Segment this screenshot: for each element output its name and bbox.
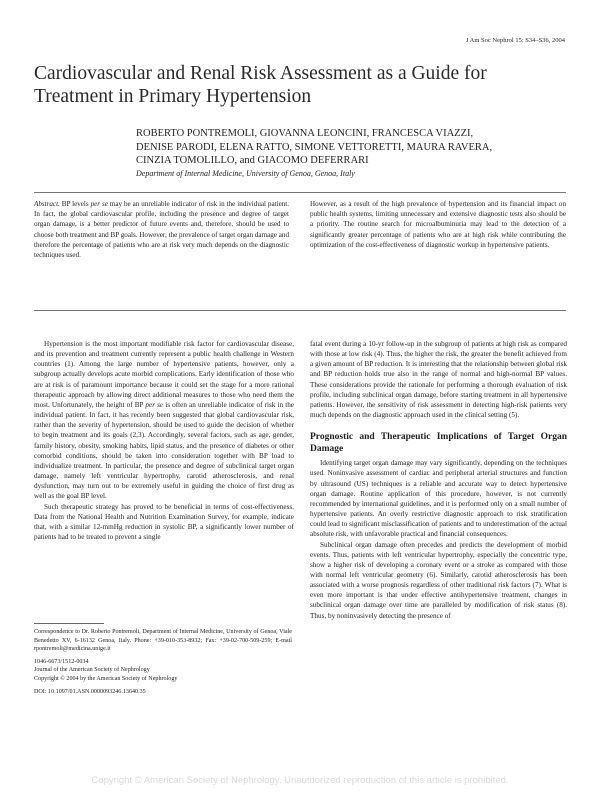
copyright-note: Copyright © 2004 by the American Society of Nephrology <box>34 675 178 682</box>
doi: DOI: 10.1097/01.ASN.0000093246.13640.35 <box>34 688 146 695</box>
footnote-rule <box>34 623 104 624</box>
body-right-column <box>310 339 567 621</box>
body-paragraph: fatal event during a 10-yr follow-up in the subgroup of patients at high risk as compared with those at low risk (4). Thus, the higher the risk, the greater the benefit achieved from a given amount of BP reduction. It is interesting that the relationship between global risk and BP reduction holds true also in the range of normal and high-normal BP values. These considerations provide the rationale for performing a thorough evaluation of risk profile, including subclinical organ damage, before starting treatment in all hypertensive patients. However, the sensitivity of risk assessment in detecting high-risk patients very much depends on the diagnostic approach used in the clinical setting (5). <box>310 340 567 420</box>
author-list <box>136 127 576 168</box>
divider-rule <box>34 310 566 311</box>
body-paragraph: Identifying target organ damage may vary significantly, depending on the techniques used. Noninvasive assessment of cardiac and peripheral arterial structures and function by ultrasound (US) techniques is a reliable and accurate way to detect hypertensive organ damage. Routine application of this procedure, however, is not currently recommended by international guidelines, and it is performed only on a small number of hypertensive patients. An overly restrictive diagnostic approach to risk stratification could lead to significant misclassification of patients and to underestimation of the actual absolute risk, with unfavorable practical and financial consequences. <box>310 459 567 539</box>
author-line: DENISE PARODI, ELENA RATTO, SIMONE VETTORETTI, MAURA RAVERA, <box>136 141 493 153</box>
author-line: ROBERTO PONTREMOLI, GIOVANNA LEONCINI, FRANCESCA VIAZZI, <box>136 128 474 139</box>
body-paragraph: Hypertension is the most important modifiable risk factor for cardiovascular disease, and its prevention and treatment currently represent a public health challenge in Western countries (1). Among the large number of hypertensive patients, however, only a subgroup actually develops acute morbid complications. Early identification of those who are at risk is of paramount importance because it could set the stage for a more rational therapeutic approach by allowing direct additional measures to those who need them the most. Unfortunately, the height of BP per se is often an unreliable indicator of risk in the individual patient. In fact, it has recently been suggested that global cardiovascular risk, rather than the severity of hypertension, should be used to guide the decision of whether to begin treatment and its goals (2,3). Accordingly, several factors, such as age, gender, family history, obesity, smoking habits, lipid status, and the presence of diabetes or other comorbid conditions, should be taken into consideration together with BP load to individualize treatment. In particular, the presence and degree of subclinical target organ damage, namely left ventricular hypertrophy, carotid atherosclerosis, and renal dysfunction, may turn out to be extremely useful in guiding the choice of first drug as well as the goal BP level. <box>34 340 294 501</box>
issn: 1046-6673/1512-0034 <box>34 658 89 665</box>
abstract-text: may be an unreliable indicator of risk in the individual patient. In fact, the global cardiovascular profile, including the presence and degree of target organ damage, is a better predictor of future events and, therefore, should be used to choose both treatment and BP goals. However, the prevalence of target organ damage and therefore the percentage of patients who are at risk very much depends on the diagnostic techniques used. <box>34 200 290 260</box>
journal-name: Journal of the American Society of Nephrology <box>34 667 150 674</box>
abstract-right-column <box>310 199 566 250</box>
footnotes <box>34 628 292 696</box>
body-paragraph: Such therapeutic strategy has proved to be beneficial in terms of cost-effectiveness. Data from the National Health and Nutrition Examination Survey, for example, indicate that, with a similar 12-mmHg reduction in systolic BP, a significantly lower number of patients had to be treated to prevent a single <box>34 502 294 541</box>
abstract-italic: per se <box>90 200 108 208</box>
author-line: CINZIA TOMOLILLO, and GIACOMO DEFERRARI <box>136 155 369 166</box>
body-left-column <box>34 339 294 542</box>
journal-reference: J Am Soc Nephrol 15: S34–S36, 2004 <box>465 37 565 44</box>
article-title: Cardiovascular and Renal Risk Assessment as a Guide for Treatment in Primary Hypertension <box>34 63 487 107</box>
abstract-label: Abstract. <box>34 200 60 208</box>
copyright-watermark: Copyright © American Society of Nephrology. Unauthorized reproduction of this article is prohibited. <box>91 775 509 786</box>
abstract-text: However, as a result of the high prevalence of hypertension and its financial impact on public health systems, limiting unnecessary and extensive diagnostic tests also should be a priority. The routine search for microalbuminuria may lead to the detection of a significantly greater percentage of patients who are at high risk while contributing the optimization of the cost-effectiveness of diagnostic workup in hypertensive patients. <box>310 200 566 249</box>
section-heading: Prognostic and Therapeutic Implications of Target Organ Damage <box>310 432 567 454</box>
affiliation: Department of Internal Medicine, University of Genoa, Genoa, Italy <box>136 169 355 178</box>
body-paragraph: Subclinical organ damage often precedes and predicts the development of morbid events. Thus, patients with left ventricular hypertrophy, especially the concentric type, show a higher risk of developing a coronary event or a stroke as compared with those with normal left ventricular geometry (6). Similarly, carotid atherosclerosis has been associated with a worse prognosis regardless of other traditional risk factors (7). What is even more important is that under effective antihypertensive treatment, changes in subclinical organ damage over time are paralleled by modification of risk status (8). Thus, by noninvasively detecting the presence of <box>310 540 567 620</box>
divider-rule <box>34 192 566 193</box>
correspondence-note: Correspondence to Dr. Roberto Pontremoli, Department of Internal Medicine, University of Genoa, Viale Benedetto XV, 6-16132 Genoa, Italy. Phone: +39-010-353-8932; Fax: +39-02-700-509-259; E-mail rpontremoli@medicina.unige.it <box>34 629 292 653</box>
abstract-left-column <box>34 199 289 260</box>
abstract-text: BP levels <box>59 200 91 208</box>
